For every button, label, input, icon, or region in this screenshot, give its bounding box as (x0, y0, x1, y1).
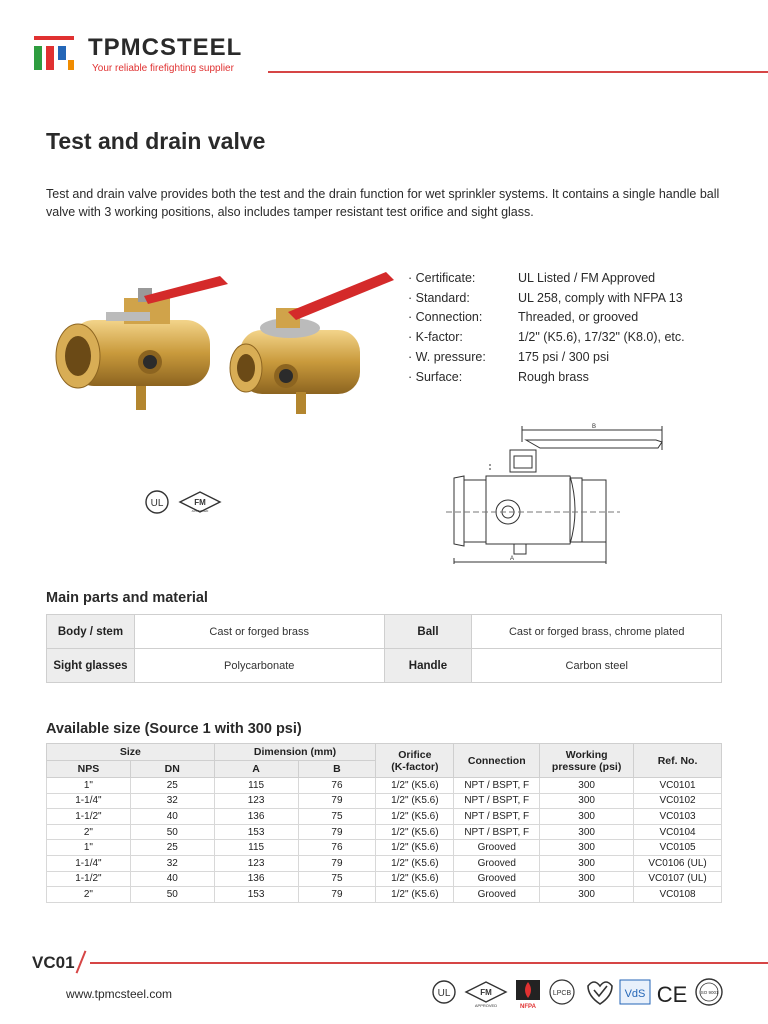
table-cell: 40 (130, 809, 214, 825)
page-title: Test and drain valve (46, 128, 266, 154)
svg-text:UL: UL (150, 498, 164, 509)
intro-paragraph: Test and drain valve provides both the test and the drain function for wet sprinkler systems. It contains a single handle ball valve with 3 working positions, also includes tamper resistant test orifice and sight glass. (46, 187, 720, 219)
table-cell: 1-1/2" (47, 809, 131, 825)
svg-text:ISO 9001: ISO 9001 (699, 990, 719, 995)
table-cell: 1-1/2" (47, 871, 131, 887)
spec-row (408, 327, 758, 347)
spec-key: · Standard: (408, 291, 518, 305)
table-cell: 76 (298, 840, 376, 856)
table-cell: 1" (47, 778, 131, 794)
table-row (47, 840, 722, 856)
column-header: Ref. No. (634, 744, 722, 778)
table-cell: Sight glasses (47, 649, 135, 683)
table-cell: 1-1/4" (47, 855, 131, 871)
table-cell: 136 (214, 871, 298, 887)
spec-value: 175 psi / 300 psi (518, 350, 610, 365)
table-cell: 50 (130, 887, 214, 903)
table-cell: 153 (214, 824, 298, 840)
table-row (47, 824, 722, 840)
table-cell: VC0105 (634, 840, 722, 856)
table-cell: Carbon steel (472, 649, 722, 683)
ce-mark-icon (657, 982, 688, 1007)
spec-key: · Surface: (408, 370, 518, 384)
table-cell: VC0102 (634, 793, 722, 809)
table-cell: 136 (214, 809, 298, 825)
table-cell: 300 (540, 824, 634, 840)
spec-value: UL Listed / FM Approved (518, 270, 656, 285)
table-cell: 115 (214, 778, 298, 794)
table-cell: 1/2" (K5.6) (376, 778, 454, 794)
table-cell: Handle (384, 649, 472, 683)
table-cell: 1/2" (K5.6) (376, 855, 454, 871)
parts-heading: Main parts and material (46, 590, 208, 606)
table-cell: 1/2" (K5.6) (376, 809, 454, 825)
valve-threaded-photo (56, 276, 228, 410)
spec-row (408, 268, 758, 288)
heart-check-icon (588, 982, 612, 1004)
table-cell: VC0106 (UL) (634, 855, 722, 871)
brand-slogan: Your reliable firefighting supplier (92, 63, 234, 74)
cert-marks-left (144, 488, 234, 516)
size-heading: Available size (Source 1 with 300 psi) (46, 721, 302, 737)
column-header: Connection (454, 744, 540, 778)
dim-label-a: A (510, 556, 515, 562)
table-cell: 1/2" (K5.6) (376, 824, 454, 840)
table-cell: Grooved (454, 855, 540, 871)
nfpa-icon (516, 980, 540, 1010)
table-cell: 300 (540, 809, 634, 825)
table-cell: 153 (214, 887, 298, 903)
spec-row (408, 347, 758, 367)
table-cell: NPT / BSPT, F (454, 824, 540, 840)
table-row (47, 871, 722, 887)
iso-9001-icon (696, 979, 722, 1005)
table-header-row (47, 744, 722, 761)
svg-text:UL: UL (437, 988, 451, 999)
spec-key: · Certificate: (408, 271, 518, 285)
svg-text:LPCB: LPCB (552, 990, 572, 997)
spec-key: · K-factor: (408, 330, 518, 344)
table-cell: Ball (384, 615, 472, 649)
header-divider (268, 71, 768, 73)
website-link[interactable]: www.tpmcsteel.com (66, 987, 173, 1001)
column-header: Size (47, 744, 215, 761)
dim-label-b: B (592, 424, 597, 430)
column-header: A (214, 761, 298, 778)
table-cell: 79 (298, 793, 376, 809)
table-cell: NPT / BSPT, F (454, 809, 540, 825)
footer-slash (76, 950, 87, 973)
lpcb-icon (550, 980, 574, 1004)
ul-mark-icon (433, 981, 455, 1003)
spec-row (408, 308, 758, 328)
table-cell: 1/2" (K5.6) (376, 887, 454, 903)
table-cell: 1/2" (K5.6) (376, 840, 454, 856)
svg-text:CE: CE (656, 982, 688, 1007)
column-header: NPS (47, 761, 131, 778)
column-header: Dimension (mm) (214, 744, 376, 761)
column-header: Orifice (K-factor) (376, 744, 454, 778)
table-cell: Cast or forged brass, chrome plated (472, 615, 722, 649)
svg-text:FM: FM (480, 988, 492, 997)
parts-table (46, 614, 722, 683)
svg-text:APPROVED: APPROVED (474, 1003, 498, 1008)
table-cell: 2" (47, 824, 131, 840)
table-cell: 2" (47, 887, 131, 903)
table-cell: VC0108 (634, 887, 722, 903)
valve-grooved-photo (230, 272, 394, 414)
table-cell: 123 (214, 855, 298, 871)
table-cell: Grooved (454, 840, 540, 856)
spec-row (408, 367, 758, 387)
product-code: VC01 (32, 953, 75, 972)
table-cell: 79 (298, 887, 376, 903)
table-cell: 123 (214, 793, 298, 809)
table-cell: Grooved (454, 887, 540, 903)
table-row (47, 778, 722, 794)
table-cell: VC0104 (634, 824, 722, 840)
table-cell: 79 (298, 824, 376, 840)
table-cell: VC0101 (634, 778, 722, 794)
table-cell: 300 (540, 871, 634, 887)
spec-value: 1/2" (K5.6), 17/32" (K8.0), etc. (518, 330, 685, 345)
spec-key: · Connection: (408, 310, 518, 324)
table-cell: Cast or forged brass (134, 615, 384, 649)
table-cell: 1/2" (K5.6) (376, 871, 454, 887)
table-cell: NPT / BSPT, F (454, 778, 540, 794)
table-row (47, 855, 722, 871)
table-cell: Polycarbonate (134, 649, 384, 683)
spec-value: Threaded, or grooved (518, 310, 639, 325)
table-cell: 300 (540, 778, 634, 794)
table-cell: 25 (130, 840, 214, 856)
table-cell: 115 (214, 840, 298, 856)
footer-divider (90, 962, 768, 964)
table-row (47, 793, 722, 809)
column-header: Working pressure (psi) (540, 744, 634, 778)
table-row (47, 809, 722, 825)
table-cell: 75 (298, 871, 376, 887)
svg-text:FM: FM (194, 498, 206, 507)
brand-name: TPMCSTEEL (88, 34, 243, 61)
table-cell: 76 (298, 778, 376, 794)
table-cell: 25 (130, 778, 214, 794)
table-cell: 40 (130, 871, 214, 887)
table-cell: 75 (298, 809, 376, 825)
ul-mark-icon (146, 491, 168, 513)
svg-text:VdS: VdS (624, 988, 646, 1000)
spec-value: UL 258, comply with NFPA 13 (518, 290, 683, 305)
spec-value: Rough brass (518, 369, 589, 384)
table-cell: 79 (298, 855, 376, 871)
table-cell: 1/2" (K5.6) (376, 793, 454, 809)
spec-list (408, 268, 758, 387)
table-cell: 1" (47, 840, 131, 856)
table-cell: NPT / BSPT, F (454, 793, 540, 809)
table-cell: 300 (540, 840, 634, 856)
table-cell: VC0103 (634, 809, 722, 825)
svg-text:APPROVED: APPROVED (191, 509, 209, 513)
table-cell: Body / stem (47, 615, 135, 649)
spec-key: · W. pressure: (408, 350, 518, 364)
fm-approved-icon (466, 982, 506, 1008)
table-cell: 1-1/4" (47, 793, 131, 809)
table-row (47, 615, 722, 649)
table-cell: 300 (540, 793, 634, 809)
table-cell: 50 (130, 824, 214, 840)
table-cell: 300 (540, 855, 634, 871)
table-row (47, 887, 722, 903)
table-cell: 32 (130, 793, 214, 809)
vds-icon (620, 980, 650, 1004)
svg-text:NFPA: NFPA (520, 1004, 536, 1010)
table-cell: VC0107 (UL) (634, 871, 722, 887)
size-table (46, 743, 722, 903)
certification-logos (428, 974, 724, 1010)
technical-drawing (430, 420, 692, 570)
table-cell: 32 (130, 855, 214, 871)
column-header: DN (130, 761, 214, 778)
column-header: B (298, 761, 376, 778)
fm-approved-icon (180, 492, 220, 513)
table-cell: Grooved (454, 871, 540, 887)
brand-logo-icon (34, 36, 74, 72)
table-row (47, 649, 722, 683)
spec-row (408, 288, 758, 308)
product-photos (40, 258, 400, 428)
table-cell: 300 (540, 887, 634, 903)
